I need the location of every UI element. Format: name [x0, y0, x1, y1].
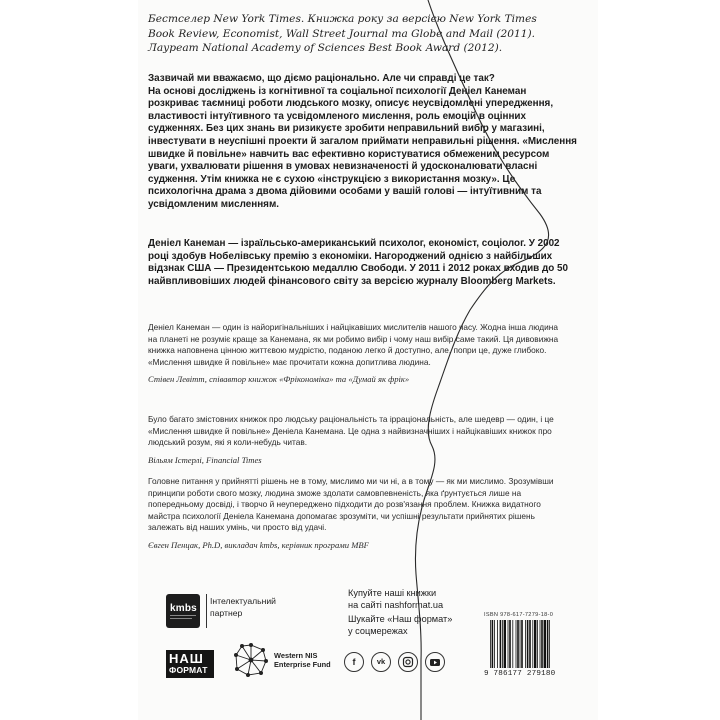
quote-signature: [148, 455, 568, 467]
quote-author: Вільям Істерлі: [148, 454, 202, 465]
barcode-bar: [508, 620, 509, 668]
partner-label: [210, 596, 300, 619]
quote-author-role: , Financial Times: [201, 454, 262, 465]
barcode-bar: [540, 620, 541, 668]
isbn-label: ISBN 978-617-7279-18-0: [484, 612, 554, 618]
barcode-bar: [544, 620, 546, 668]
buy-online-note: [348, 588, 458, 612]
barcode-bar: [517, 620, 519, 668]
barcode-bar: [525, 620, 526, 668]
youtube-icon: [425, 652, 445, 672]
buy-line: Купуйте наші книжки: [348, 588, 437, 598]
barcode-bar: [529, 620, 531, 668]
quote-text: Було багато змістовних книжок про людську раціональність та ірраціональність, але шедевр — один, і це «Мислення швидке й повільне» Деніела Канемана. Це одна з найвизначніших і найцікавіших книжок про людський розум, які я коли-небудь читав.: [148, 414, 554, 448]
partner-label-line: партнер: [210, 607, 243, 618]
barcode-bar: [516, 620, 517, 668]
description-question: Зазвичай ми вважаємо, що діємо раціонально. Але чи справді це так?: [148, 73, 495, 84]
divider: [206, 594, 207, 628]
quote-author-role: , Ph.D, викладач kmbs, керівник програми MBF: [198, 539, 369, 550]
kmbs-logo-text: kmbs: [170, 603, 197, 614]
barcode-bar: [521, 620, 523, 668]
buy-line: на сайті nashformat.ua: [348, 599, 444, 610]
facebook-icon: f: [344, 652, 364, 672]
description-body: На основі досліджень із когнітивної та соціальної психології Деніел Канеман розкриває таємниці роботи людського мозку, описує неусвідомлені упередження, властивості інтуїтивного та усвідомленого мислення, роль емоцій в оцінних судженнях. Без цих знань ви ризикуєте зробити неправильний вибір у магазині, інвестувати в неуспішні проекти й загалом приймати неправильні рішення. «Мислення швидке й повільне» навчить вас ефективно користуватися обмеженим ресурсом уваги, ухвалювати рішення в умовах невизначеності й удосконалювати власні судження. Утім книжка не є сухою «інструкцією з використання мозку». Це психологічна драма з двома дійовими особами у вашій голові — інтуїтивним та усвідомленим мисленням.: [148, 85, 577, 210]
barcode-bar: [549, 620, 550, 668]
fund-name: [274, 651, 354, 670]
barcode-bar: [541, 620, 543, 668]
review-quote: [148, 414, 568, 466]
quote-author: Стівен Левітт: [148, 374, 205, 385]
barcode-bar: [520, 620, 521, 668]
review-quote: [148, 322, 568, 386]
barcode-bar: [534, 620, 536, 668]
social-note: [348, 614, 458, 638]
quote-text: Деніел Канеман — один із найоригінальніших і найцікавіших мислителів нашого часу. Жодна інша людина на планеті не розуміє краще за Канемана, як ми робимо вибір і чому наш вибір саме такий. Ця дивовижна книжка наповнена цінною життєвою мудрістю, поданою легко й доступно, але, попри це, дуже глибоко. «Мислення швидке й повільне» має прочитати кожна допитлива людина.: [148, 322, 559, 367]
barcode-bar: [509, 620, 511, 668]
barcode: [484, 612, 572, 684]
quote-author-role: , співавтор книжок «Фрікономіка» та «Думай як фрік»: [204, 374, 410, 385]
barcode-bar: [497, 620, 498, 668]
barcode-bar: [492, 620, 494, 668]
author-bio: Деніел Канеман — ізраїльсько-американський психолог, економіст, соціолог. У 2002 році здобув Нобелівську премію з економіки. Нагороджений однією з найбільших відзнак США — Президентською медаллю Свободи. У 2011 і 2012 роках входив до 50 найвпливовіших людей фінансового світу за версією журналу Bloomberg Markets.: [148, 238, 569, 287]
barcode-bar: [512, 620, 513, 668]
barcode-bar: [547, 620, 549, 668]
fund-network-icon: [232, 641, 270, 679]
fund-name-line: Enterprise Fund: [274, 660, 331, 670]
barcode-bar: [494, 620, 495, 668]
barcode-bar: [537, 620, 538, 668]
logo-line: [170, 615, 196, 616]
page-margin: [598, 0, 720, 720]
logo-line: [170, 618, 192, 619]
barcode-number: 9 786177 279180: [484, 670, 556, 678]
nash-logo-bottom: ФОРМАТ: [169, 665, 208, 675]
kmbs-logo: [166, 594, 200, 628]
nash-logo-top: НАШ: [169, 651, 204, 666]
vk-icon: vk: [371, 652, 391, 672]
social-line: Шукайте «Наш формат»: [348, 614, 453, 624]
quote-signature: [148, 374, 568, 386]
partner-label-line: Інтелектуальний: [210, 596, 276, 606]
description: [148, 73, 578, 226]
quote-author: Євген Пенцак: [148, 539, 199, 550]
award-blurb: Бестселер New York Times. Книжка року за версією New York Times Book Review, Economist, Wall Street Journal та Globe and Mail (2011). Лауреат National Academy of Sciences Best Book Award (2012).: [148, 13, 537, 55]
barcode-bar: [527, 620, 529, 668]
review-quote: [148, 476, 568, 552]
barcode-bar: [532, 620, 533, 668]
fund-name-line: Western NIS: [274, 651, 318, 660]
quote-text: Головне питання у прийнятті рішень не в тому, мислимо ми чи ні, а в тому — як ми мислимо. Зрозумівши принципи роботи свого мозку, людина зможе здолати самовпевненість, яка ґрунтується лише на попередньому досвіді, і творчо й неупереджено підходити до розв'язання проблем. Книжка видатного майстра психології Деніела Канемана допомагає зрозуміти, чи успішні результати прийнятих рішень залежать від наших умінь, чи просто від удачі.: [148, 476, 554, 533]
nash-format-logo: [166, 650, 214, 678]
social-icons: [344, 652, 454, 674]
barcode-bars: [488, 620, 570, 670]
barcode-bar: [502, 620, 503, 668]
barcode-bar: [504, 620, 506, 668]
barcode-bar: [500, 620, 502, 668]
instagram-icon: [398, 652, 418, 672]
barcode-bar: [490, 620, 491, 668]
social-line: у соцмережах: [348, 625, 408, 636]
quote-signature: [148, 540, 568, 552]
